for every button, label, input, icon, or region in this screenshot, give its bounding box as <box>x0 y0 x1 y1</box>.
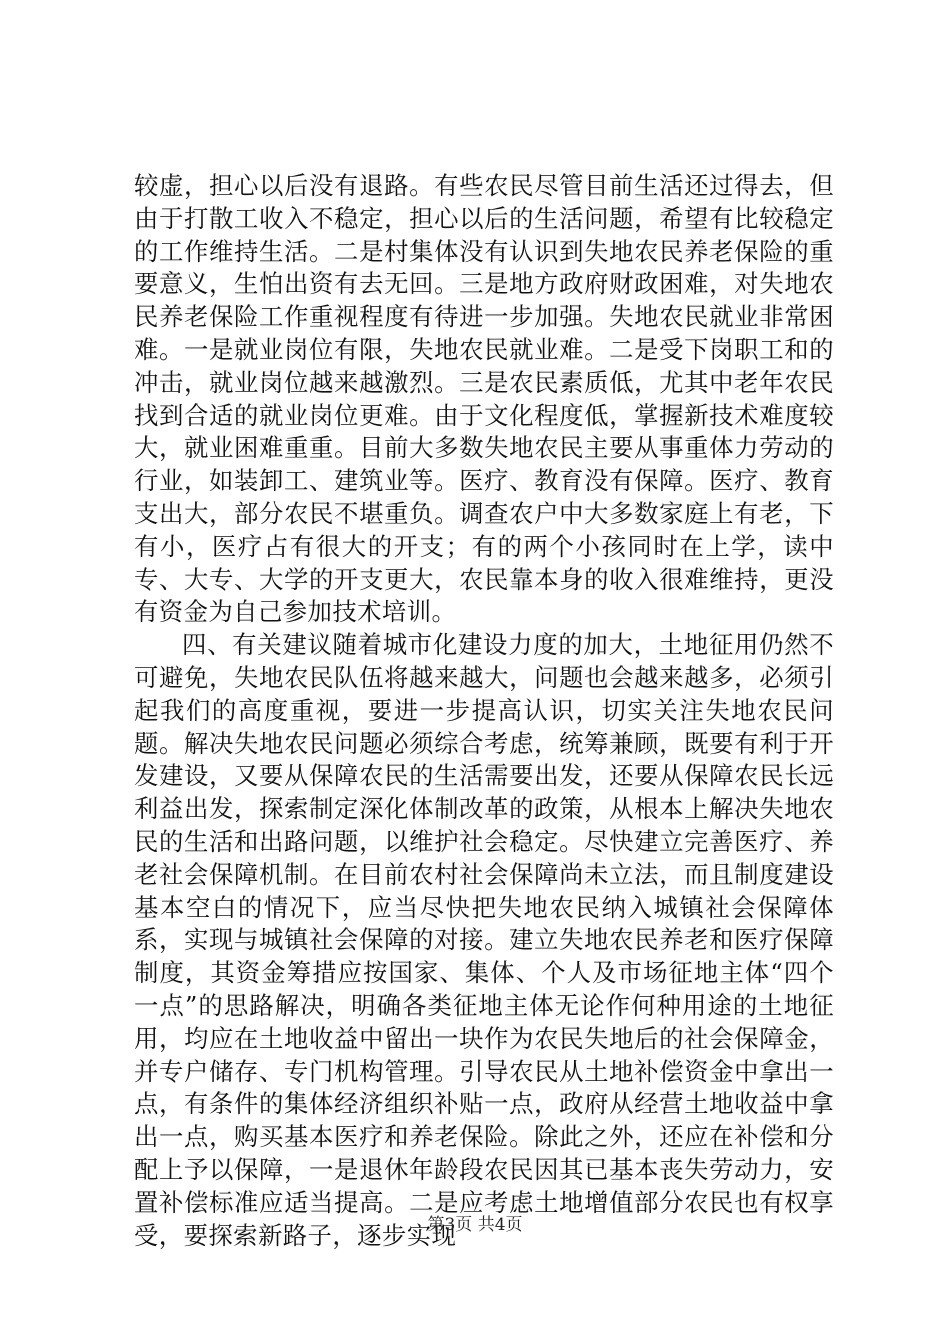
paragraph-continuation: 较虚，担心以后没有退路。有些农民尽管目前生活还过得去，但由于打散工收入不稳定，担心以后的生活问题，希望有比较稳定的工作维持生活。二是村集体没有认识到失地农民养老保险的重要意义，生怕出资有去无回。三是地方政府财政困难，对失地农民养老保险工作重视程度有待进一步加强。失地农民就业非常困难。一是就业岗位有限，失地农民就业难。二是受下岗职工和的冲击，就业岗位越来越激烈。三是农民素质低，尤其中老年农民找到合适的就业岗位更难。由于文化程度低，掌握新技术难度较大，就业困难重重。目前大多数失地农民主要从事重体力劳动的行业，如装卸工、建筑业等。医疗、教育没有保障。医疗、教育支出大，部分农民不堪重负。调查农户中大多数家庭上有老，下有小，医疗占有很大的开支；有的两个小孩同时在上学，读中专、大专、大学的开支更大，农民靠本身的收入很难维持，更没有资金为自己参加技术培训。 <box>134 171 834 627</box>
document-body <box>134 170 834 1252</box>
paragraph-suggestions: 四、有关建议随着城市化建设力度的加大，土地征用仍然不可避免，失地农民队伍将越来越大，问题也会越来越多，必须引起我们的高度重视，要进一步提高认识，切实关注失地农民问题。解决失地农民问题必须综合考虑，统筹兼顾，既要有利于开发建设，又要从保障农民的生活需要出发，还要从保障农民长远利益出发，探索制定深化体制改革的政策，从根本上解决失地农民的生活和出路问题，以维护社会稳定。尽快建立完善医疗、养老社会保障机制。在目前农村社会保障尚未立法，而且制度建设基本空白的情况下，应当尽快把失地农民纳入城镇社会保障体系，实现与城镇社会保障的对接。建立失地农民养老和医疗保障制度，其资金筹措应按国家、集体、个人及市场征地主体“四个一点”的思路解决，明确各类征地主体无论作何种用途的土地征用，均应在土地收益中留出一块作为农民失地后的社会保障金，并专户储存、专门机构管理。引导农民从土地补偿资金中拿出一点，有条件的集体经济组织补贴一点，政府从经营土地收益中拿出一点，购买基本医疗和养老保险。除此之外，还应在补偿和分配上予以保障，一是退休年龄段农民因其已基本丧失劳动力，安置补偿标准应适当提高。二是应考虑土地增值部分农民也有权享受，要探索新路子，逐步实现 <box>134 630 834 1250</box>
page-number-footer: 第3页 共4页 <box>427 1215 523 1235</box>
